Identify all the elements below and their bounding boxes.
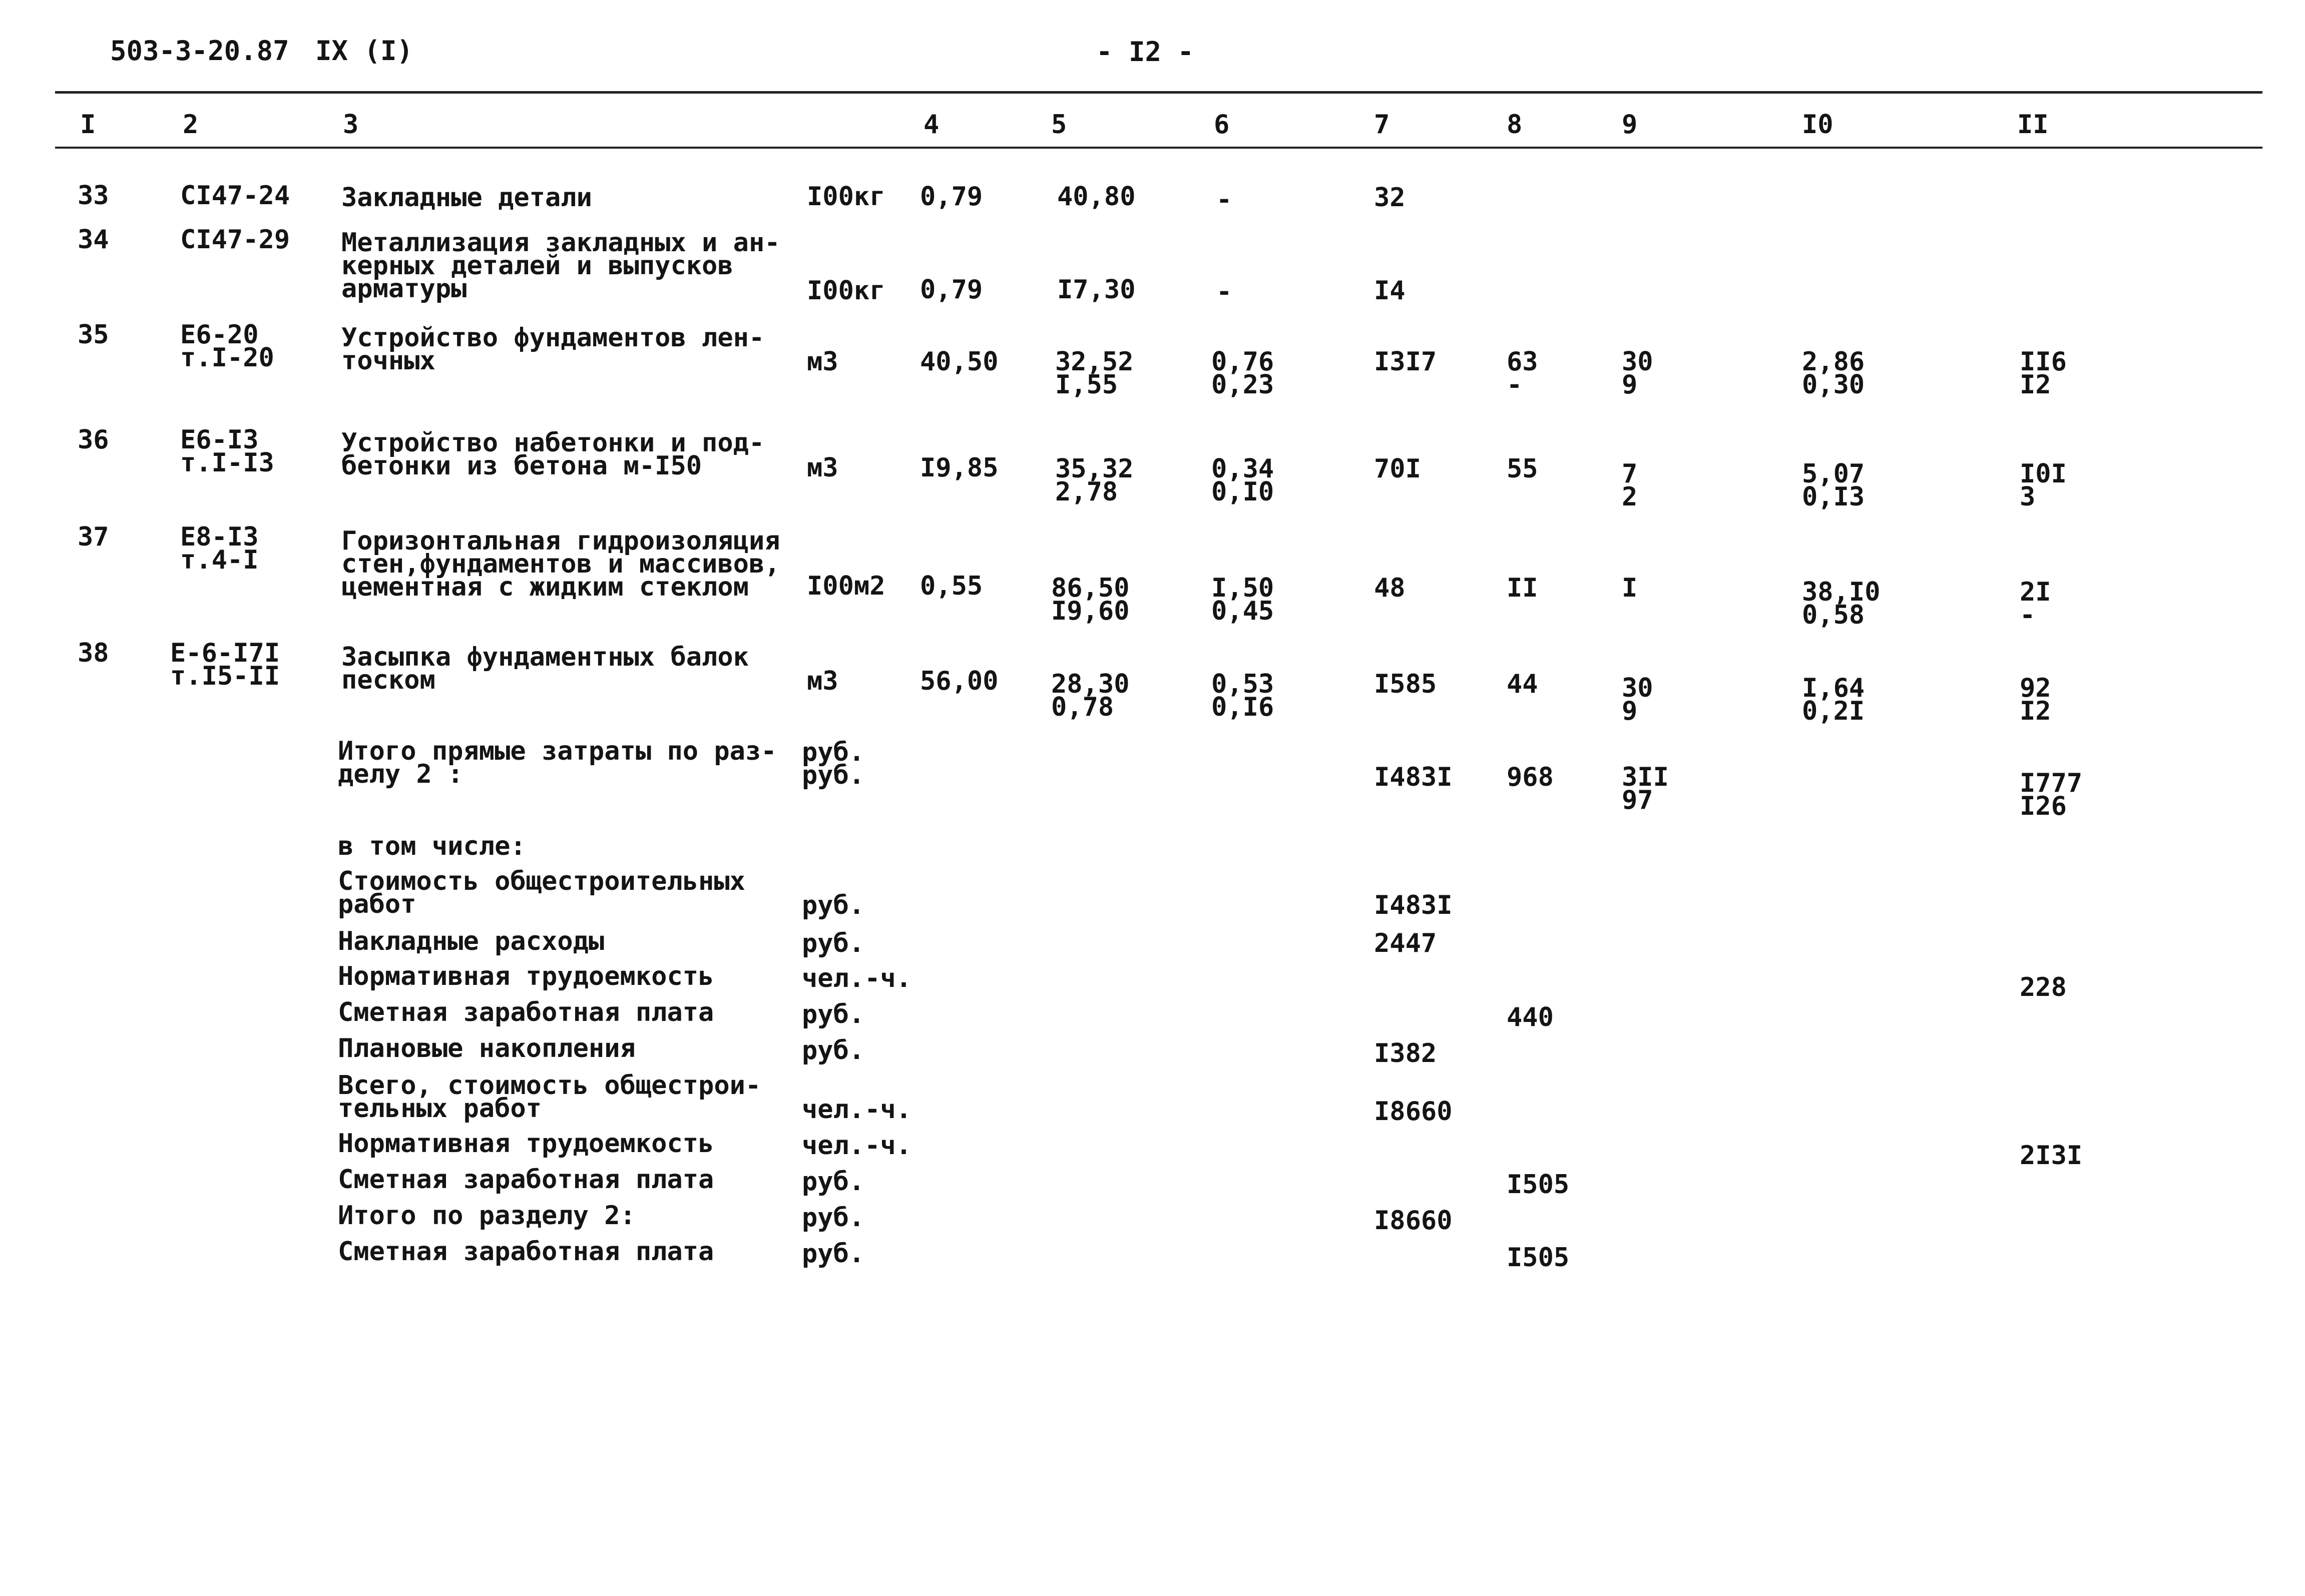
row-unit: м3: [807, 453, 838, 483]
totals-col7: I483I: [1374, 890, 1453, 920]
row-description: Закладные детали: [341, 183, 592, 213]
column-header-6: 6: [1214, 110, 1230, 140]
row-col7: I4: [1374, 276, 1406, 306]
row-col7: 48: [1374, 573, 1406, 603]
row-col10: I,64 0,2I: [1802, 673, 1865, 726]
row-unit: I00кг: [807, 276, 885, 306]
row-col6: I,50 0,45: [1211, 573, 1274, 626]
row-code: E8-I3 т.4-I: [180, 522, 259, 575]
header-rule: [55, 147, 2262, 149]
row-col9: 30 9: [1622, 673, 1653, 726]
row-col6: -: [1216, 277, 1232, 307]
totals-unit: руб.: [802, 1167, 865, 1197]
totals-col11: I777 I26: [2020, 768, 2083, 821]
row-number: 36: [78, 425, 109, 455]
document-part: IX (I): [315, 35, 413, 67]
document-code: 503-3-20.87: [110, 35, 289, 67]
totals-col7: I382: [1374, 1038, 1437, 1069]
totals-col7: 2447: [1374, 928, 1437, 958]
totals-label: Всего, стоимость общестрои- тельных работ: [338, 1071, 761, 1124]
row-unit: I00кг: [807, 182, 885, 212]
row-number: 34: [78, 225, 109, 255]
row-number: 35: [78, 320, 109, 350]
row-code: E6-I3 т.I-I3: [180, 425, 274, 478]
totals-unit: руб.: [802, 1035, 865, 1066]
row-col8: 55: [1507, 454, 1538, 484]
totals-label: Итого по разделу 2:: [338, 1201, 636, 1231]
row-col7: 70I: [1374, 454, 1421, 484]
totals-label: Сметная заработная плата: [338, 1237, 714, 1267]
row-col10: 38,I0 0,58: [1802, 577, 1881, 630]
totals-label: Итого прямые затраты по раз- делу 2 :: [338, 736, 777, 789]
totals-unit: чел.-ч.: [802, 1095, 912, 1125]
row-col11: II6 I2: [2020, 347, 2067, 400]
row-description: Горизонтальная гидроизоляция стен,фундаментов и массивов, цементная с жидким стеклом: [341, 526, 780, 602]
row-code: CI47-29: [180, 225, 290, 255]
column-header-4: 4: [924, 110, 940, 140]
totals-unit: чел.-ч.: [802, 1131, 912, 1161]
row-col6: -: [1216, 185, 1232, 215]
row-quantity: I9,85: [920, 453, 999, 483]
totals-label: Нормативная трудоемкость: [338, 1129, 714, 1159]
totals-col8: 968: [1507, 762, 1554, 792]
column-header-7: 7: [1374, 110, 1390, 140]
totals-col11: 2I3I: [2020, 1141, 2083, 1171]
row-number: 37: [78, 522, 109, 552]
row-col5: 86,50 I9,60: [1051, 573, 1130, 626]
totals-col7: I8660: [1374, 1206, 1453, 1236]
row-col7: I3I7: [1374, 347, 1437, 377]
row-col8: II: [1507, 573, 1538, 603]
row-number: 33: [78, 181, 109, 211]
column-header-3: 3: [343, 110, 359, 140]
row-description: Устройство фундаментов лен- точных: [341, 323, 765, 376]
totals-unit: руб.: [802, 928, 865, 958]
row-col7: 32: [1374, 183, 1406, 213]
row-col5: 28,30 0,78: [1051, 669, 1130, 722]
row-col9: 30 9: [1622, 347, 1653, 400]
row-col5: 35,32 2,78: [1055, 454, 1134, 507]
row-description: Засыпка фундаментных балок песком: [341, 642, 749, 695]
totals-unit: чел.-ч.: [802, 963, 912, 993]
page-number: - I2 -: [1096, 36, 1194, 68]
totals-label: Нормативная трудоемкость: [338, 961, 714, 991]
row-col10: 2,86 0,30: [1802, 347, 1865, 400]
row-code: CI47-24: [180, 181, 290, 211]
row-col5: I7,30: [1057, 275, 1136, 305]
row-unit: м3: [807, 666, 838, 696]
column-header-9: 9: [1622, 110, 1638, 140]
row-col6: 0,34 0,I0: [1211, 454, 1274, 507]
totals-col8: I505: [1507, 1170, 1570, 1200]
totals-col7: I483I: [1374, 762, 1453, 792]
column-header-5: 5: [1051, 110, 1067, 140]
column-header-8: 8: [1507, 110, 1523, 140]
row-quantity: 0,55: [920, 571, 983, 601]
row-col8: 63 -: [1507, 347, 1538, 400]
row-col9: 7 2: [1622, 459, 1638, 512]
totals-col8: I505: [1507, 1243, 1570, 1273]
row-description: Металлизация закладных и ан- керных деталей и выпусков арматуры: [341, 228, 780, 304]
row-quantity: 56,00: [920, 666, 999, 696]
row-col10: 5,07 0,I3: [1802, 459, 1865, 512]
row-col7: I585: [1374, 669, 1437, 699]
row-description: Устройство набетонки и под- бетонки из бетона м-I50: [341, 428, 765, 481]
row-col11: I0I 3: [2020, 459, 2067, 512]
row-col8: 44: [1507, 669, 1538, 699]
row-quantity: 0,79: [920, 182, 983, 212]
totals-unit: руб.: [802, 1203, 865, 1233]
row-col6: 0,76 0,23: [1211, 347, 1274, 400]
totals-unit: руб.: [802, 890, 865, 920]
row-col5: 32,52 I,55: [1055, 347, 1134, 400]
column-header-1: I: [80, 110, 96, 140]
row-col11: 92 I2: [2020, 673, 2051, 726]
totals-label: Плановые накопления: [338, 1033, 636, 1063]
row-number: 38: [78, 638, 109, 668]
row-col9: I: [1622, 573, 1638, 603]
top-rule: [55, 91, 2262, 94]
totals-col7: I8660: [1374, 1097, 1453, 1127]
row-col11: 2I -: [2020, 577, 2051, 630]
totals-label: Накладные расходы: [338, 926, 605, 956]
totals-unit: руб.: [802, 999, 865, 1029]
row-code: E6-20 т.I-20: [180, 320, 274, 373]
row-col6: 0,53 0,I6: [1211, 669, 1274, 722]
totals-label: Сметная заработная плата: [338, 1165, 714, 1195]
row-code: E-6-I7I т.I5-II: [170, 638, 280, 691]
totals-col9: 3II 97: [1622, 762, 1669, 815]
row-unit: I00м2: [807, 571, 885, 601]
row-quantity: 40,50: [920, 347, 999, 377]
column-header-11: II: [2017, 110, 2049, 140]
totals-col11: 228: [2020, 972, 2067, 1002]
row-unit: м3: [807, 347, 838, 377]
column-header-10: I0: [1802, 110, 1833, 140]
totals-col8: 440: [1507, 1002, 1554, 1032]
row-quantity: 0,79: [920, 275, 983, 305]
column-header-2: 2: [183, 110, 199, 140]
totals-unit: руб.: [802, 1239, 865, 1269]
totals-label: Сметная заработная плата: [338, 997, 714, 1027]
totals-label: Стоимость общестроительных работ: [338, 866, 745, 919]
totals-unit: руб. руб.: [802, 737, 865, 790]
row-col5: 40,80: [1057, 182, 1136, 212]
totals-label: в том числе:: [338, 831, 526, 861]
